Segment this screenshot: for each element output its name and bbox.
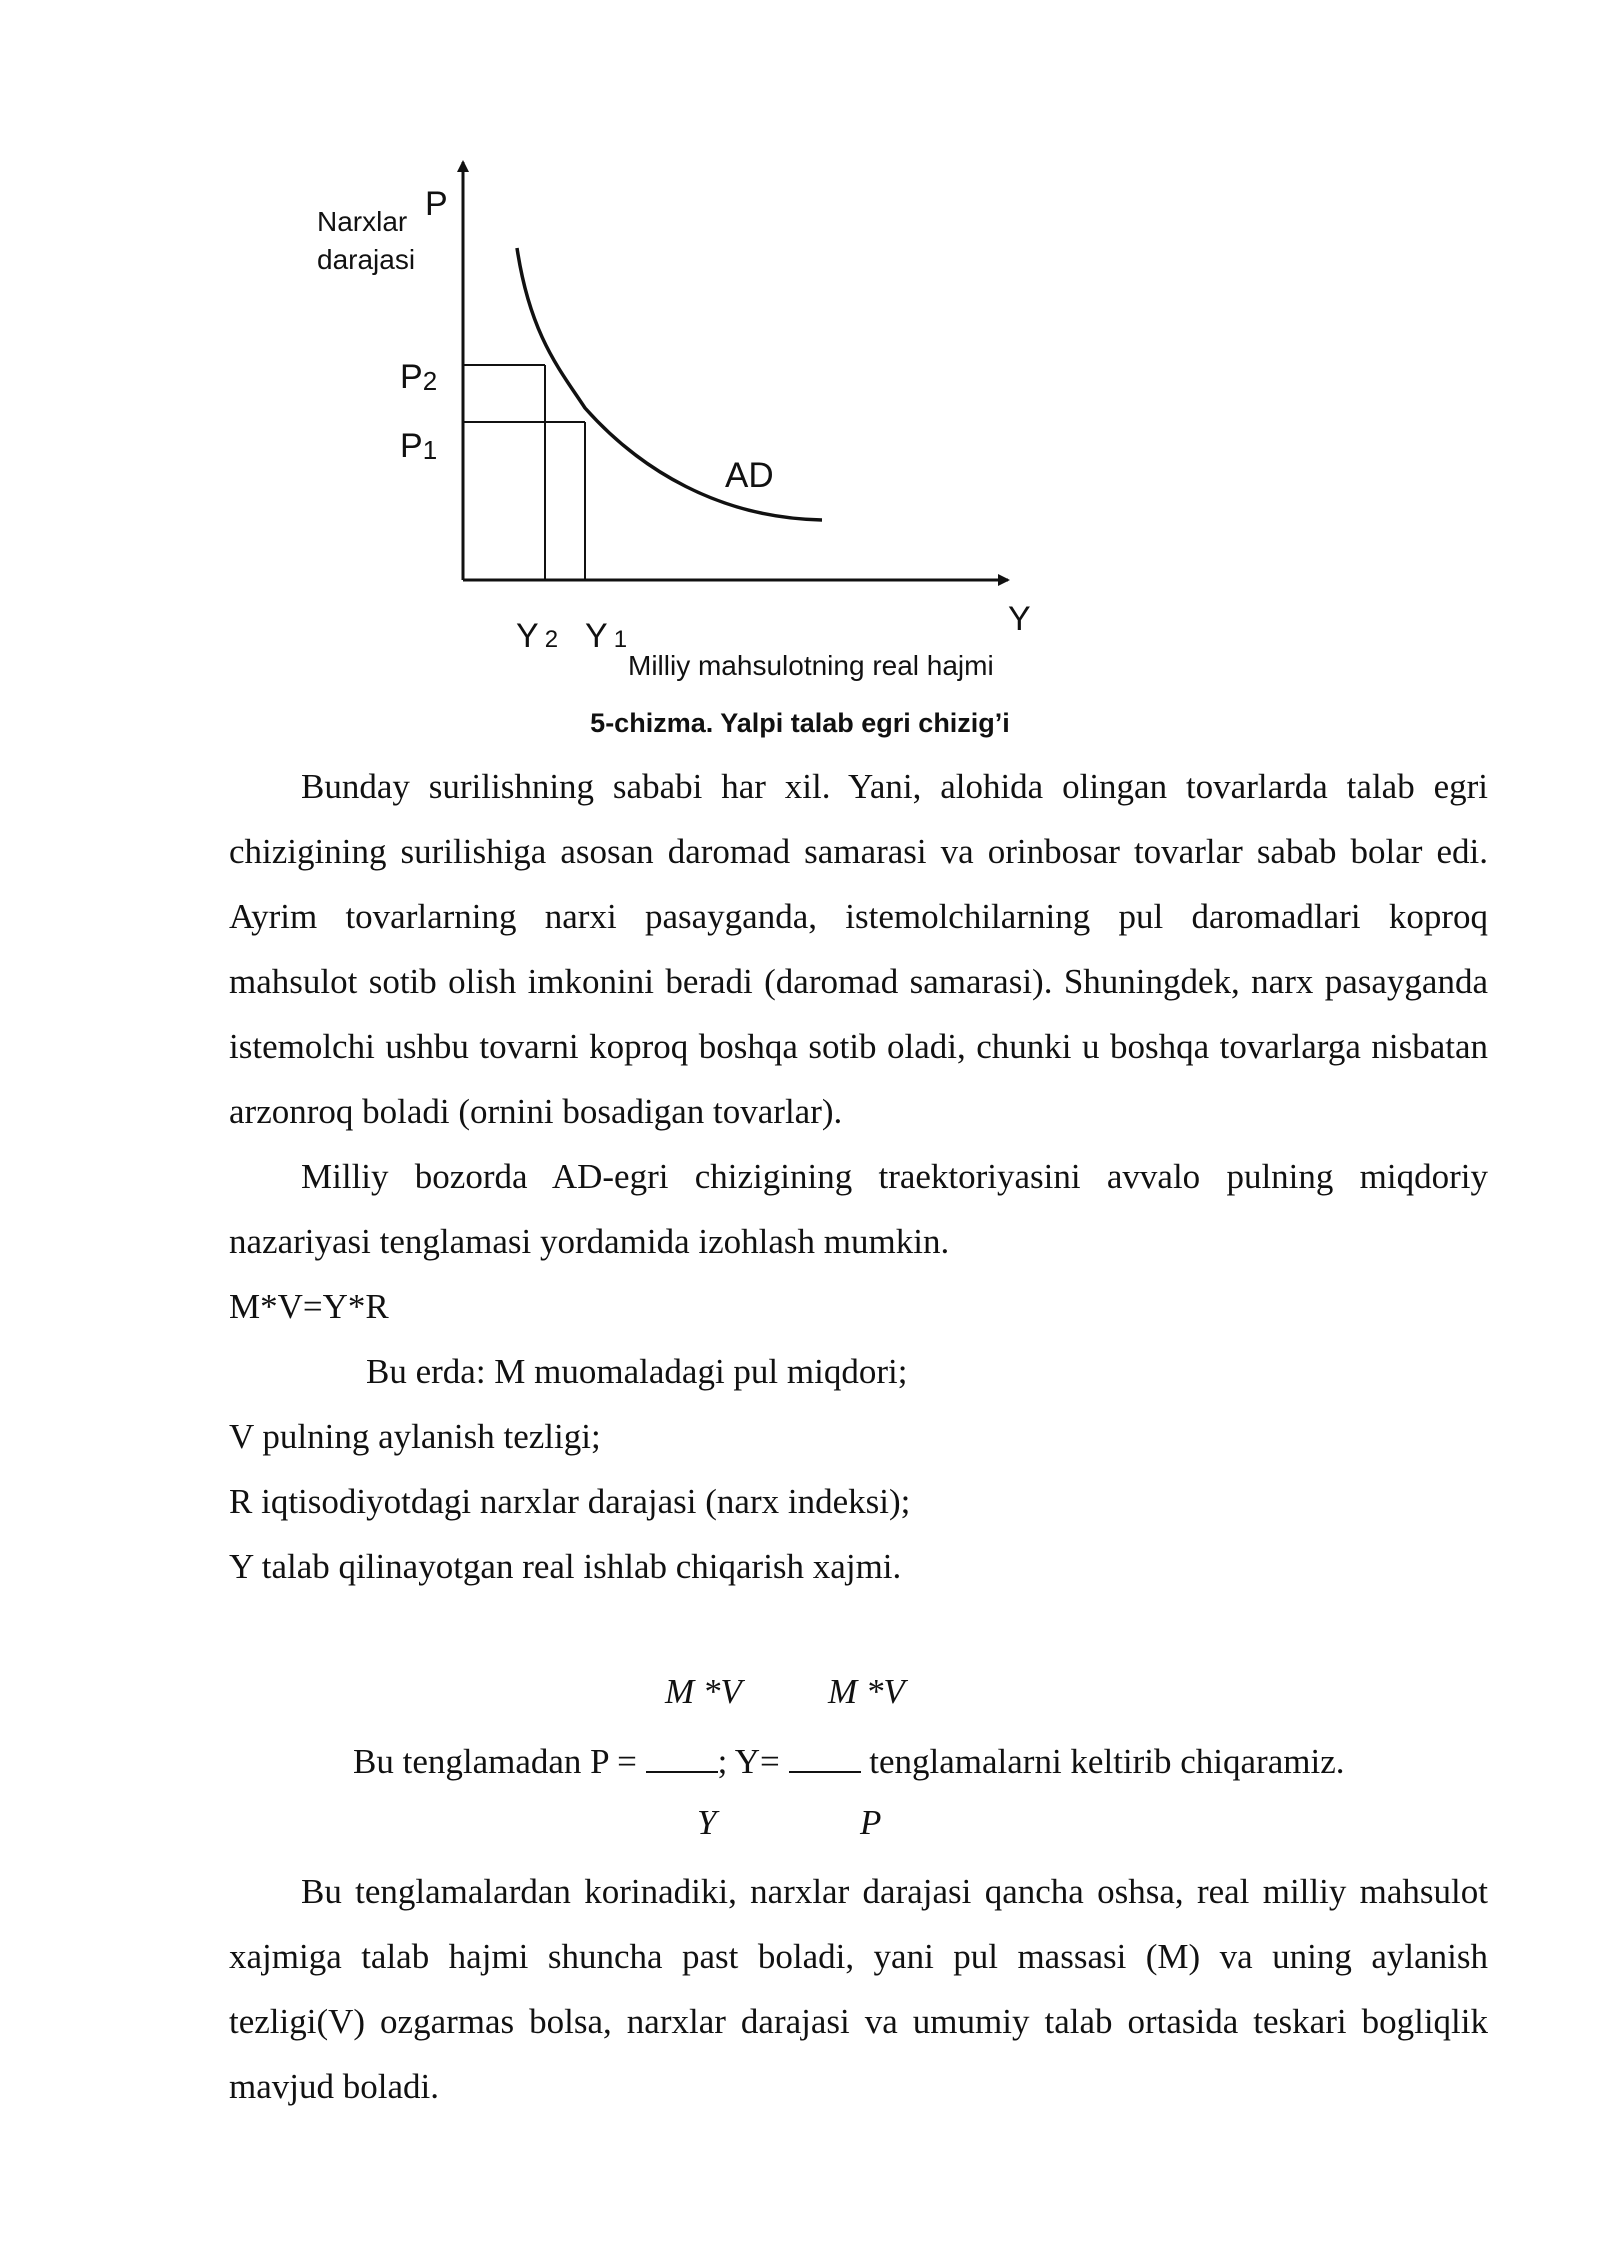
x-axis-symbol: Y <box>1008 600 1031 638</box>
formula-line <box>353 1729 1344 1794</box>
figure-caption: 5-chizma. Yalpi talab egri chizig’i <box>590 708 1010 738</box>
y2-label: Y 2 <box>516 617 559 655</box>
ad-curve-diagram <box>0 0 1600 760</box>
ad-curve-label: AD <box>725 456 774 495</box>
paragraph-3: Bu tenglamalardan korinadiki, narxlar darajasi qancha oshsa, real milliy mahsulot xajmiga talab hajmi shuncha past boladi, yani pul massasi (M) va uning aylanish tezligi(V) ozgarmas bolsa, narxlar darajasi va umumiy talab ortasida teskari bogliqlik mavjud boladi. <box>229 1872 1488 2106</box>
definition-v: V pulning aylanish tezligi; <box>229 1417 601 1456</box>
x-axis-title: Milliy mahsulotning real hajmi <box>628 650 994 681</box>
fraction-2-bar <box>789 1770 861 1773</box>
formula-prefix: Bu tenglamadan P = <box>353 1742 646 1781</box>
p1-label: P1 <box>400 427 438 465</box>
formula-mid: ; Y= <box>717 1742 789 1781</box>
y-axis-title-line1: Narxlar <box>317 206 408 237</box>
y1-label: Y 1 <box>585 617 628 655</box>
quantity-equation: M*V=Y*R <box>229 1287 389 1326</box>
definition-m: Bu erda: M muomaladagi pul miqdori; <box>366 1352 908 1391</box>
y-axis-title-line2: darajasi <box>317 244 416 275</box>
definition-r: R iqtisodiyotdagi narxlar darajasi (narx indeksi); <box>229 1482 911 1521</box>
fraction-1-numerator: M *V <box>665 1672 742 1711</box>
formula-suffix: tenglamalarni keltirib chiqaramiz. <box>860 1742 1345 1781</box>
p2-label: P2 <box>400 358 438 396</box>
y-axis-symbol: P <box>425 185 448 223</box>
fraction-1-bar <box>646 1770 718 1773</box>
paragraph-1: Bunday surilishning sababi har xil. Yani, alohida olingan tovarlarda talab egri chizigining surilishiga asosan daromad samarasi va orinbosar tovarlar sabab bolar edi. Ayrim tovarlarning narxi pasayganda, istemolchilarning pul daromadlari koproq mahsulot sotib olish imkonini beradi (daromad samarasi). Shuningdek, narx pasayganda istemolchi ushbu tovarni koproq boshqa sotib oladi, chunki u boshqa tovarlarga nisbatan arzonroq boladi (ornini bosadigan tovarlar). <box>229 767 1488 1131</box>
ad-curve <box>517 248 822 520</box>
paragraph-2: Milliy bozorda AD-egri chizigining traektoriyasini avvalo pulning miqdoriy nazariyasi tenglamasi yordamida izohlash mumkin. <box>229 1157 1488 1261</box>
fraction-2-denominator: P <box>860 1803 882 1842</box>
fraction-1-denominator: Y <box>697 1803 717 1842</box>
fraction-2-numerator: M *V <box>828 1672 905 1711</box>
definition-y: Y talab qilinayotgan real ishlab chiqarish xajmi. <box>229 1547 902 1586</box>
